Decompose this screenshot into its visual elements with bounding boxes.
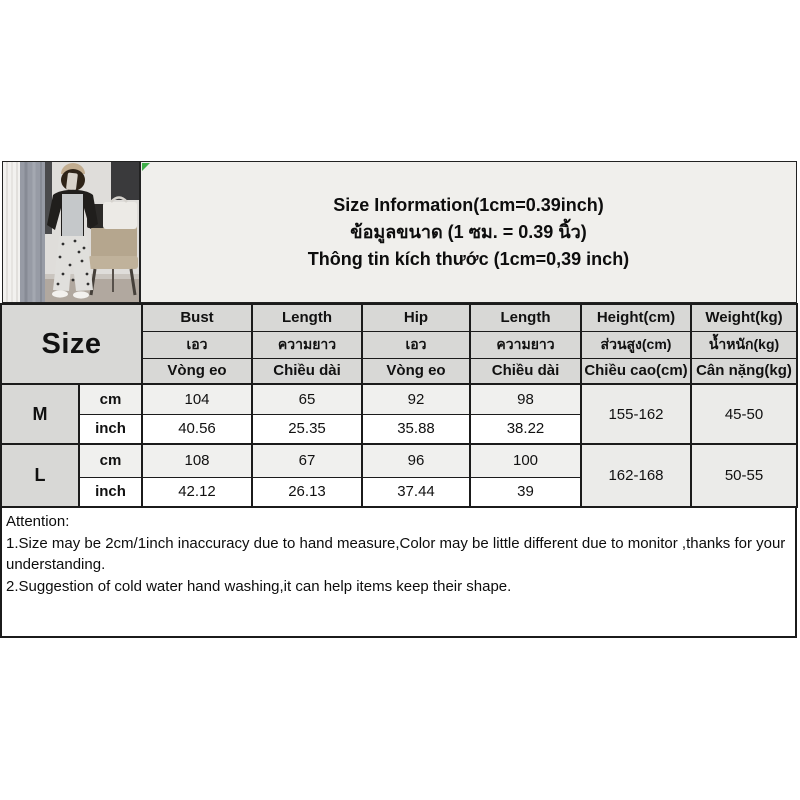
product-photo-illustration — [3, 162, 139, 302]
col-header-weight-vi: Cân nặng(kg) — [691, 358, 797, 384]
unit-inch-label-m: inch — [79, 414, 142, 444]
col-header-length2-en: Length — [470, 304, 581, 331]
title-en: Size Information(1cm=0.39inch) — [333, 194, 604, 215]
l-length-inch: 26.13 — [252, 477, 362, 507]
l-height-range: 162-168 — [581, 444, 691, 507]
m-height-range: 155-162 — [581, 384, 691, 444]
unit-cm-label-l: cm — [79, 444, 142, 477]
l-bust-inch: 42.12 — [142, 477, 252, 507]
col-header-length2-vi: Chiều dài — [470, 358, 581, 384]
size-header-cell: Size — [1, 304, 142, 384]
size-table — [0, 303, 798, 508]
col-header-length2-th: ความยาว — [470, 331, 581, 358]
col-header-hip-th: เอว — [362, 331, 470, 358]
l-length2-inch: 39 — [470, 477, 581, 507]
col-header-length-vi: Chiều dài — [252, 358, 362, 384]
size-l-label: L — [1, 444, 79, 507]
attention-note-2: 2.Suggestion of cold water hand washing,it can help items keep their shape. — [6, 577, 512, 595]
col-header-height-vi: Chiều cao(cm) — [581, 358, 691, 384]
corner-marker-triangle — [142, 163, 150, 171]
title-th: ข้อมูลขนาด (1 ซม. = 0.39 นิ้ว) — [350, 221, 587, 242]
m-length-cm: 65 — [252, 384, 362, 414]
m-length2-inch: 38.22 — [470, 414, 581, 444]
col-header-bust-en: Bust — [142, 304, 252, 331]
m-hip-inch: 35.88 — [362, 414, 470, 444]
m-length-inch: 25.35 — [252, 414, 362, 444]
l-length-cm: 67 — [252, 444, 362, 477]
size-m-label: M — [1, 384, 79, 444]
l-bust-cm: 108 — [142, 444, 252, 477]
col-header-weight-en: Weight(kg) — [691, 304, 797, 331]
col-header-hip-vi: Vòng eo — [362, 358, 470, 384]
unit-cm-label-m: cm — [79, 384, 142, 414]
attention-note-1: 1.Size may be 2cm/1inch inaccuracy due to hand measure,Color may be little different due to monitor ,thanks for your understanding. — [6, 534, 786, 573]
l-length2-cm: 100 — [470, 444, 581, 477]
col-header-weight-th: น้ำหนัก(kg) — [691, 331, 797, 358]
m-bust-cm: 104 — [142, 384, 252, 414]
col-header-height-th: ส่วนสูง(cm) — [581, 331, 691, 358]
unit-inch-label-l: inch — [79, 477, 142, 507]
l-hip-inch: 37.44 — [362, 477, 470, 507]
col-header-bust-vi: Vòng eo — [142, 358, 252, 384]
attention-heading: Attention: — [6, 513, 70, 530]
title-vi: Thông tin kích thước (1cm=0,39 inch) — [307, 248, 630, 269]
col-header-length-en: Length — [252, 304, 362, 331]
col-header-length-th: ความยาว — [252, 331, 362, 358]
l-hip-cm: 96 — [362, 444, 470, 477]
col-header-height-en: Height(cm) — [581, 304, 691, 331]
m-weight-range: 45-50 — [691, 384, 797, 444]
m-bust-inch: 40.56 — [142, 414, 252, 444]
m-length2-cm: 98 — [470, 384, 581, 414]
attention-box — [0, 506, 797, 638]
l-weight-range: 50-55 — [691, 444, 797, 507]
m-hip-cm: 92 — [362, 384, 470, 414]
title-block — [140, 161, 797, 303]
product-photo — [2, 161, 140, 303]
col-header-hip-en: Hip — [362, 304, 470, 331]
col-header-bust-th: เอว — [142, 331, 252, 358]
